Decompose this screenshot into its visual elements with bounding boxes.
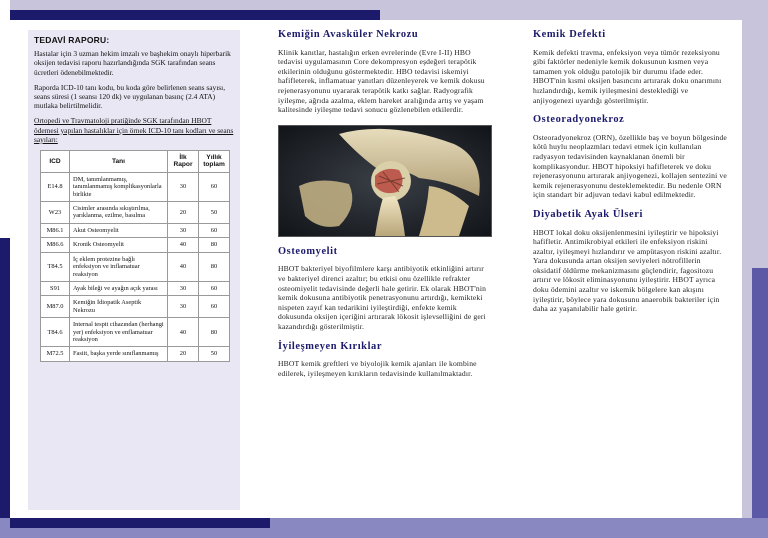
icd-annual-total: 50 <box>199 347 230 361</box>
icd-diagnosis: Akut Osteomyelit <box>70 223 168 237</box>
avn-text: Klinik kanıtlar, hastalığın erken evrelerinde (Evre I-II) HBO tedavisi uygulamasının Core dekompresyon eşdeğeri terapötik etkilerinin olduğunu göstermektedir. HBO tedavisi iskemiyi hafifleterek, inflamatuar yanıtları düzenleyerek ve kemik dokusu rejenerasyonunu uyararak terapötik katkı sağlar. Radyografik iyileşme, ağrıda azalma, eklem hareket aralığında artış ve yaşam kalitesinde iyileşme tedavi sonucu gözlenebilen etkilerdir. <box>278 47 485 115</box>
table-row <box>41 172 230 201</box>
osteomyelitis-heading: Osteomyelit <box>278 245 338 257</box>
icd-diagnosis: Internal tespit cihazından (herhangi yer) enfeksiyon ve enflamatuar reaksiyon <box>70 318 168 347</box>
icd-diagnosis: Ayak bileği ve ayağın açık yarası <box>70 281 168 295</box>
icd-code: S91 <box>41 281 70 295</box>
icd-code: M87.0 <box>41 296 70 318</box>
icd-annual-total: 60 <box>199 296 230 318</box>
icd-code: W23 <box>41 202 70 224</box>
table-row <box>41 347 230 361</box>
icd-code: T84.6 <box>41 318 70 347</box>
bottom-frame-accent-light <box>270 518 750 528</box>
bone-defect-heading: Kemik Defekti <box>533 29 606 40</box>
icd-table-header-row <box>41 151 230 173</box>
icd-table <box>40 150 230 362</box>
icd-diagnosis: Fasiit, başka yerde sınıflanmamış <box>70 347 168 361</box>
icd-header-annual-total: Yıllık toplam <box>199 151 230 173</box>
icd-first-report: 20 <box>168 347 199 361</box>
icd-diagnosis: Cisimler arasında sıkıştırılma, yarıklanma, ezilme, basılma <box>70 202 168 224</box>
top-frame-bar <box>0 0 768 20</box>
icd-annual-total: 80 <box>199 318 230 347</box>
table-row <box>41 252 230 281</box>
osteoradionecrosis-heading: Osteoradyonekroz <box>533 114 625 126</box>
nonunion-fracture-heading: İyileşmeyen Kırıklar <box>278 340 383 352</box>
bottom-frame-bar <box>0 518 768 538</box>
right-frame-accent <box>752 268 768 528</box>
top-frame-accent <box>10 10 380 20</box>
table-row <box>41 223 230 237</box>
report-paragraph-3: Ortopedi ve Travmatoloji pratiğinde SGK tarafından HBOT ödemesi yapılan hastalıklar için örnek ICD-10 tanı kodları ve seans sayıları: <box>34 116 234 144</box>
nonunion-fracture-text: HBOT kemik greftleri ve biyolojik kemik ajanları ile kombine edilerek, iyileşmeyen kırıkların tedavisinde kullanılmaktadır. <box>278 359 477 378</box>
icd-annual-total: 80 <box>199 252 230 281</box>
icd-first-report: 40 <box>168 238 199 252</box>
report-title: TEDAVİ RAPORU: <box>34 35 110 45</box>
icd-first-report: 20 <box>168 202 199 224</box>
icd-annual-total: 50 <box>199 202 230 224</box>
diabetic-foot-text: HBOT lokal doku oksijenlenmesini iyileştirir ve hipoksiyi hafifletir. Antimikrobiyal etkileri ile enfeksiyon riskini azaltır, iyileşmeyi hızlandırır ve ampütasyon riskini azaltır. Yara dokusunda artan oksijen seviyeleri nötrofillerin oksidatif öldürme mekanizmasını güçlendirir, fagositozu artırır ve lökosit eliminasyonunu iyileştirir. HBOT ayrıca doku ödemini azaltır ve iskemik bölgelere kan akışını iyileştirir, böylece yara dokusunu anaerobik bakteriler için daha az yaşanılabilir hale getirir. <box>533 227 722 314</box>
icd-annual-total: 60 <box>199 172 230 201</box>
icd-diagnosis: İç eklem protezine bağlı enfeksiyon ve inflamatuar reaksiyon <box>70 252 168 281</box>
icd-first-report: 40 <box>168 252 199 281</box>
icd-code: M86.1 <box>41 223 70 237</box>
hip-joint-image <box>279 126 491 236</box>
icd-annual-total: 80 <box>199 238 230 252</box>
table-row <box>41 202 230 224</box>
report-paragraph-1: Hastalar için 3 uzman hekim imzalı ve başhekim onaylı hiperbarik oksijen tedavisi raporu hazırlandığında SGK tarafından seans ücretleri ödenebilmektedir. <box>34 49 231 77</box>
table-row <box>41 281 230 295</box>
icd-first-report: 30 <box>168 172 199 201</box>
icd-annual-total: 60 <box>199 223 230 237</box>
middle-column <box>278 30 493 388</box>
hip-joint-illustration <box>278 125 492 237</box>
table-row <box>41 238 230 252</box>
icd-code: T84.5 <box>41 252 70 281</box>
right-frame-bar <box>742 0 768 538</box>
icd-header-first-report: İlk Rapor <box>168 151 199 173</box>
left-frame-accent <box>0 238 10 538</box>
icd-code: M86.6 <box>41 238 70 252</box>
icd-first-report: 40 <box>168 318 199 347</box>
osteomyelitis-text: HBOT bakteriyel biyofilmlere karşı antibiyotik etkinliğini artırır ve bakteriyel direnci azaltır; bu etkisi onu özellikle refrakter osteomiyelit tedavisinde değerli hale getirir. Ek olarak HBOT'nin kemik dokusuna antibiyotik penetrasyonunu artırdığı, kemikteki nispeten zayıf kan tedarikini iyileştirdiği, enfekte kemik dokusunda oksijen içeriğini artırarak lökosit işlevselliğini de geri kazandırdığı gösterilmiştir. <box>278 264 487 331</box>
icd-annual-total: 60 <box>199 281 230 295</box>
table-row <box>41 296 230 318</box>
treatment-report-panel <box>28 30 240 510</box>
icd-header-code: ICD <box>41 151 70 173</box>
icd-diagnosis: DM, tanımlanmamış, tanımlanmamış komplikasyonlarla birlikte <box>70 172 168 201</box>
left-frame-bar <box>0 0 10 538</box>
diabetic-foot-heading: Diyabetik Ayak Ülseri <box>533 208 643 220</box>
table-row <box>41 318 230 347</box>
icd-header-diagnosis: Tanı <box>70 151 168 173</box>
avn-heading: Kemiğin Avasküler Nekrozu <box>278 29 419 40</box>
icd-code: M72.5 <box>41 347 70 361</box>
icd-code: E14.8 <box>41 172 70 201</box>
icd-first-report: 30 <box>168 223 199 237</box>
right-column <box>533 30 729 324</box>
icd-first-report: 30 <box>168 296 199 318</box>
icd-diagnosis: Kronik Osteomyelit <box>70 238 168 252</box>
icd-first-report: 30 <box>168 281 199 295</box>
icd-diagnosis: Kemiğin İdiopatik Aseptik Nekrozu <box>70 296 168 318</box>
bottom-frame-accent-dark <box>10 518 270 528</box>
bone-defect-text: Kemik defekti travma, enfeksiyon veya tümör rezeksiyonu gibi faktörler nedeniyle kemik dokusunun kısmen veya tamamen yok olduğu patolojik bir durumu ifade eder. HBOT'nin kısmi oksijen basıncını artırarak doku onarımını hızlandırdığı, kemik iyileşmesini desteklediği ve anjiyogenezi uyardığı gösterilmiştir. <box>533 47 722 105</box>
osteoradionecrosis-text: Osteoradyonekroz (ORN), özellikle baş ve boyun bölgesinde kötü huylu neoplazmları tedavi etmek için kullanılan radyasyon tedavisinden kaynaklanan önemli bir komplikasyondur. HBOT hipoksiyi hafifleterek ve doku rejenerasyonunu artırarak anjiyogenezi, kollajen sentezini ve kemik rejenerasyonunu desteklemektedir. Bu nedenle ORN için standart bir adjuvan tedavi kabul edilmektedir. <box>533 132 727 200</box>
report-paragraph-2: Raporda ICD-10 tanı kodu, bu koda göre belirlenen seans sayısı, seans süresi (1 seansı 120 dk) ve uygulanan basınç (2.4 ATA) mutlaka belirtilmelidir. <box>34 82 226 111</box>
